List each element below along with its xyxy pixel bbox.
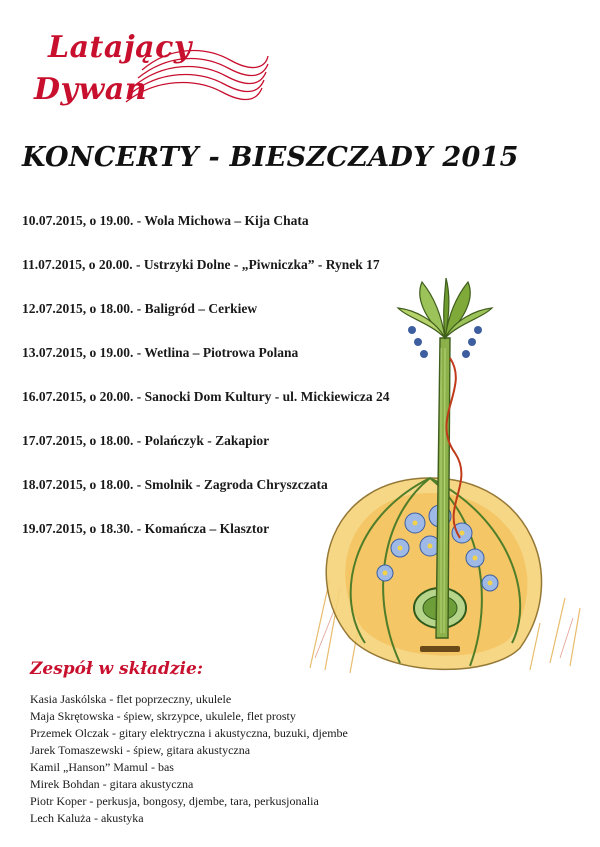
flowered-mandolin-icon (290, 278, 600, 678)
band-member: Przemek Olczak - gitary elektryczna i akustyczna, buzuki, djembe (30, 726, 348, 740)
band-member-list (30, 691, 430, 827)
concert-item: 10.07.2015, o 19.00. - Wola Michowa – Kija Chata (22, 213, 309, 228)
concert-item: 18.07.2015, o 18.00. - Smolnik - Zagroda Chryszczata (22, 477, 328, 492)
mandolin-illustration (290, 278, 600, 678)
band-heading: Zespół w składzie: (30, 659, 204, 679)
concert-item: 17.07.2015, o 18.00. - Polańczyk - Zakapior (22, 433, 270, 448)
poster-title: KONCERTY - BIESZCZADY 2015 (22, 142, 519, 173)
concert-item: 11.07.2015, o 20.00. - Ustrzyki Dolne - „Piwniczka” - Rynek 17 (22, 257, 380, 272)
band-member: Jarek Tomaszewski - śpiew, gitara akustyczna (30, 743, 251, 757)
band-member: Kasia Jaskólska - flet poprzeczny, ukulele (30, 692, 232, 706)
logo-text-line2: Dywan (34, 72, 148, 107)
concert-item: 19.07.2015, o 18.30. - Komańcza – Klasztor (22, 521, 270, 536)
concert-item: 13.07.2015, o 19.00. - Wetlina – Piotrowa Polana (22, 345, 299, 360)
band-member: Maja Skrętowska - śpiew, skrzypce, ukulele, flet prosty (30, 709, 296, 723)
concert-item: 12.07.2015, o 18.00. - Baligród – Cerkiew (22, 301, 258, 316)
concert-item: 16.07.2015, o 20.00. - Sanocki Dom Kultury - ul. Mickiewicza 24 (22, 389, 390, 404)
band-member: Kamil „Hanson” Mamul - bas (30, 760, 174, 774)
band-member: Lech Kaluża - akustyka (30, 811, 144, 825)
logo (30, 26, 270, 136)
band-member: Piotr Koper - perkusja, bongosy, djembe, tara, perkusjonalia (30, 794, 319, 808)
band-member: Mirek Bohdan - gitara akustyczna (30, 777, 194, 791)
logo-text-line1: Latający (48, 30, 192, 65)
